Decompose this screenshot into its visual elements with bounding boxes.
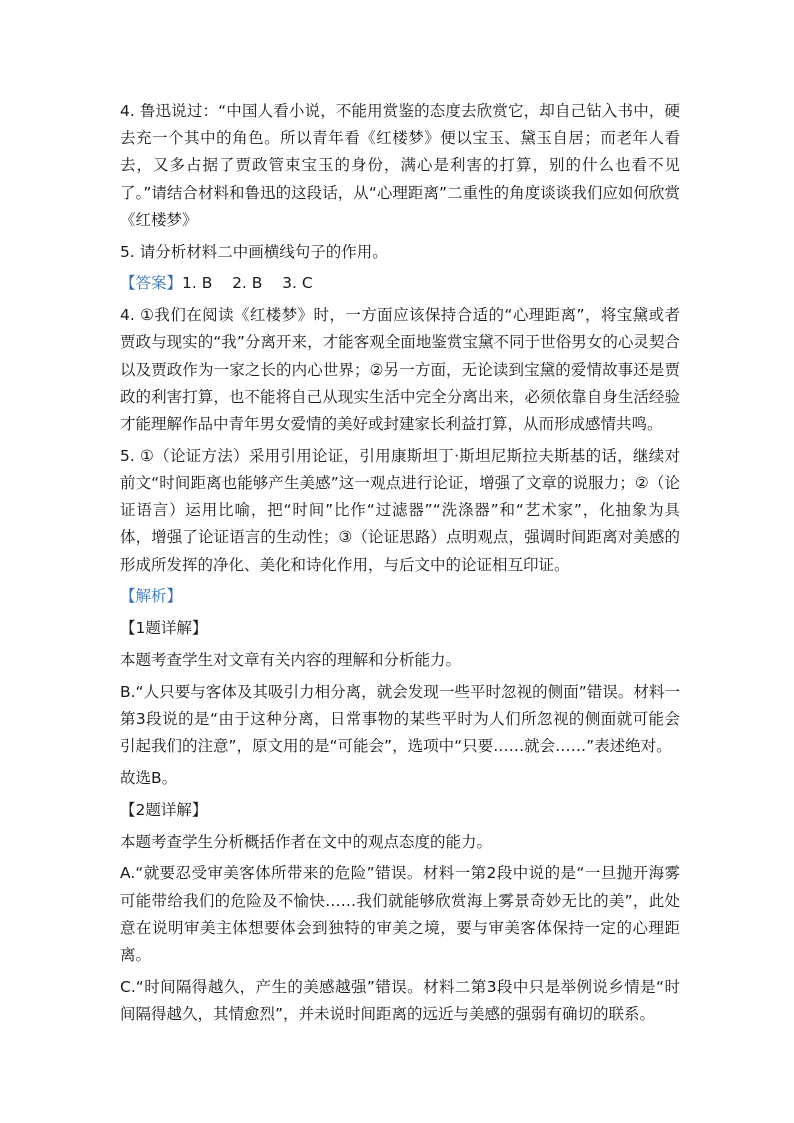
detail-1-conclusion: 故选B。 <box>120 769 178 788</box>
answer-line <box>120 270 680 297</box>
detail-2-title: 【2题详解】 <box>120 800 208 819</box>
question-5: 5. 请分析材料二中画横线句子的作用。 <box>120 242 388 261</box>
answer-choices: 1. B 2. B 3. C <box>182 274 313 293</box>
document-page <box>120 98 680 1033</box>
answer-5: 5. ①（论证方法）采用引用论证，引用康斯坦丁·斯坦尼斯拉夫斯基的话，继续对前文“时间距离也能够产生美感”这一观点进行论证，增强了文章的说服力；②（论证语言）运用比喻，把“时间”比作“过滤器”“洗涤器”和“艺术家”，化抽象为具体，增强了论证语言的生动性；③（论证思路）点明观点，强调时间距离对美感的形成所发挥的净化、美化和诗化作用，与后文中的论证相互印证。 <box>120 446 680 574</box>
analysis-tag: 【解析】 <box>120 587 183 606</box>
detail-1-intro: 本题考查学生对文章有关内容的理解和分析能力。 <box>120 651 462 670</box>
question-4: 4. 鲁迅说过：“中国人看小说，不能用赏鉴的态度去欣赏它，却自己钻入书中，硬去充一个其中的角色。所以青年看《红楼梦》便以宝玉、黛玉自居；而老年人看去，又多占据了贾政管束宝玉的身份，满心是利害的打算，别的什么也看不见了。”请结合材料和鲁迅的这段话，从“心理距离”二重性的角度谈谈我们应如何欣赏《红楼梦》 <box>120 102 680 229</box>
detail-1-title: 【1题详解】 <box>120 619 208 638</box>
answer-4: 4. ①我们在阅读《红楼梦》时，一方面应该保持合适的“心理距离”，将宝黛或者贾政与现实的“我”分离开来，才能客观全面地鉴赏宝黛不同于世俗男女的心灵契合以及贾政作为一家之长的内心世界；②另一方面，无论读到宝黛的爱情故事还是贾政的利害打算，也不能将自己从现实生活中完全分离出来，必须依靠自身生活经验才能理解作品中青年男女爱情的美好或封建家长利益打算，从而形成感情共鸣。 <box>120 306 680 434</box>
detail-2-intro: 本题考查学生分析概括作者在文中的观点态度的能力。 <box>120 832 493 851</box>
detail-1-body: B.“人只要与客体及其吸引力相分离，就会发现一些平时忽视的侧面”错误。材料一第3段说的是“由于这种分离，日常事物的某些平时为人们所忽视的侧面就可能会引起我们的注意”，原文用的是“可能会”，选项中“只要……就会……”表述绝对。 <box>120 682 680 756</box>
answer-tag: 【答案】 <box>120 274 183 293</box>
detail-2-option-a: A.“就要忍受审美客体所带来的危险”错误。材料一第2段中说的是“一旦抛开海雾可能带给我们的危险及不愉快……我们就能够欣赏海上雾景奇妙无比的美”，此处意在说明审美主体想要体会到独特的审美之境，要与审美客体保持一定的心理距离。 <box>120 864 680 965</box>
detail-2-option-c: C.“时间隔得越久，产生的美感越强”错误。材料二第3段中只是举例说乡情是“时间隔得越久，其情愈烈”，并未说时间距离的远近与美感的强弱有确切的联系。 <box>120 977 680 1024</box>
